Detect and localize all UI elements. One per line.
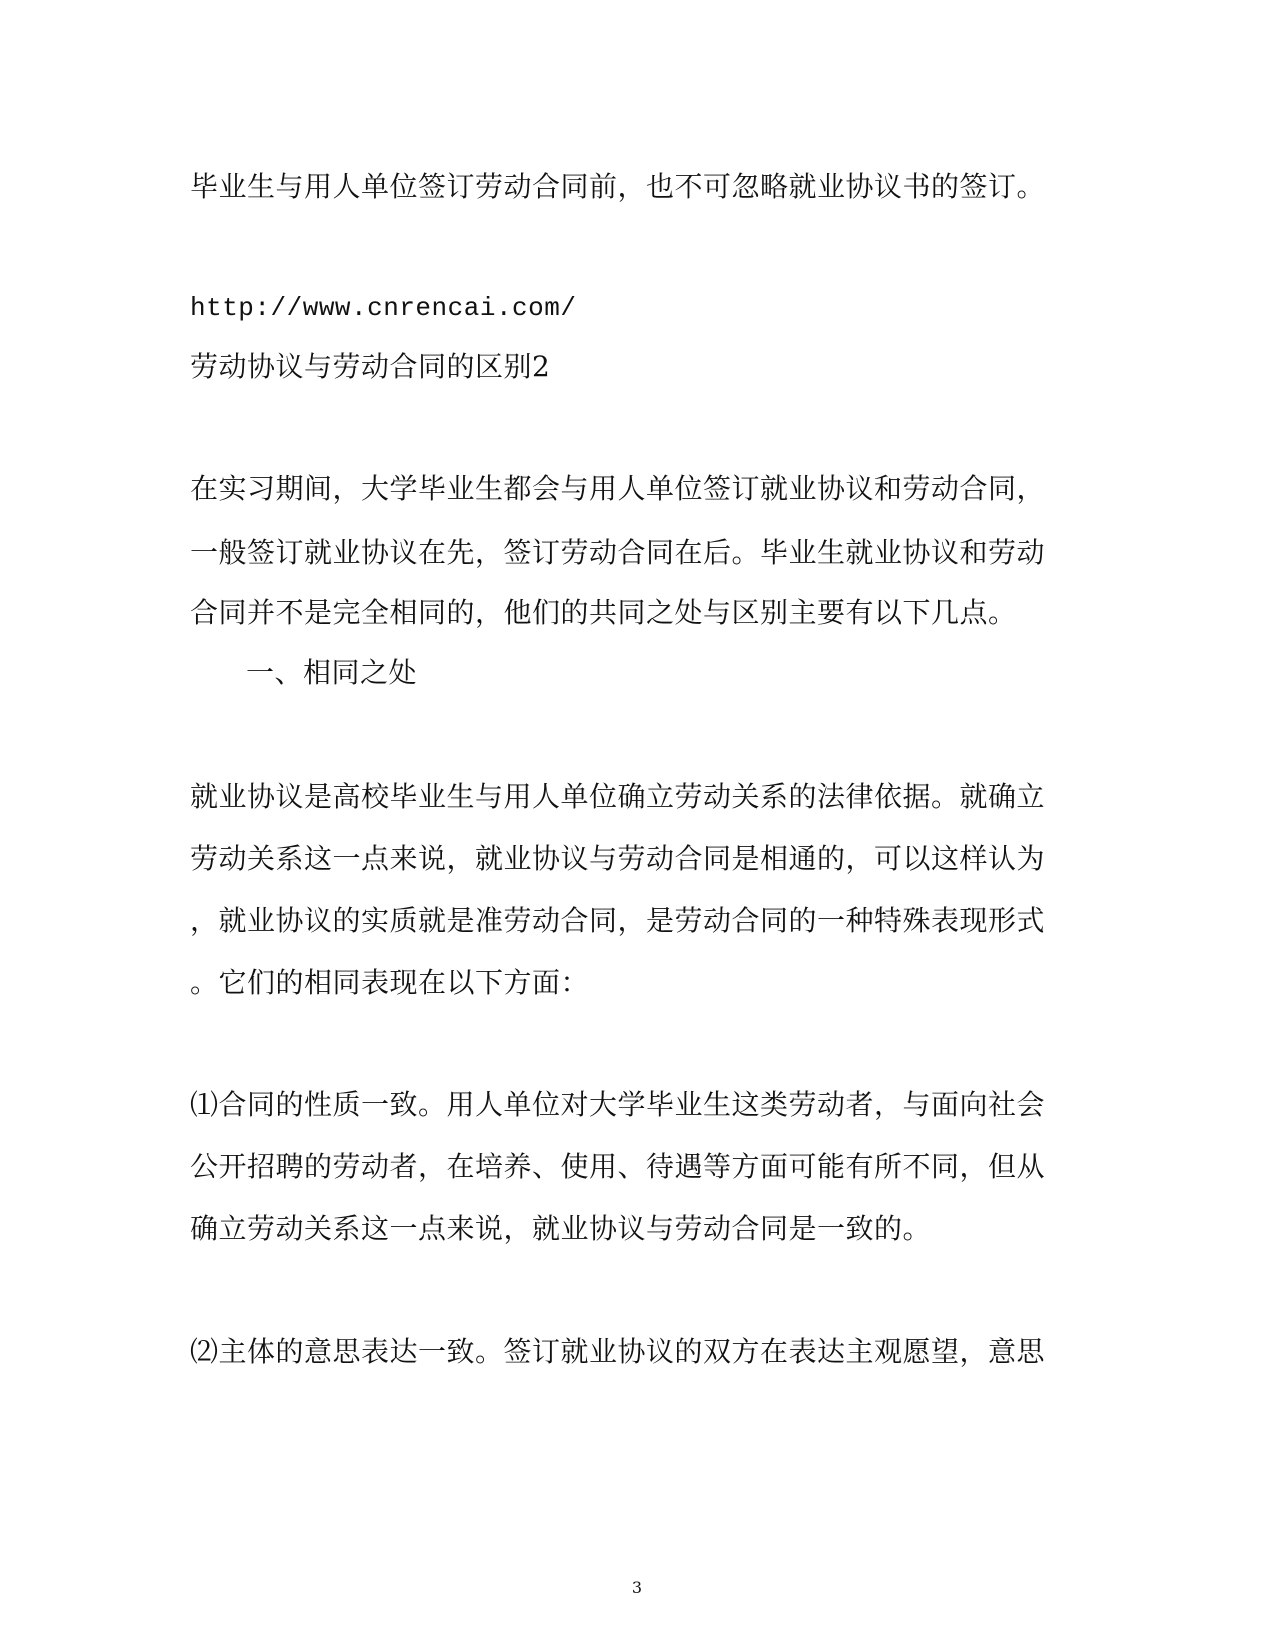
section-heading: 劳动协议与劳动合同的区别2 xyxy=(190,350,551,383)
text-line: 确立劳动关系这一点来说，就业协议与劳动合同是一致的。 xyxy=(190,1212,932,1245)
text-line: 合同并不是完全相同的，他们的共同之处与区别主要有以下几点。 xyxy=(190,596,1017,629)
text-line: 毕业生与用人单位签订劳动合同前，也不可忽略就业协议书的签订。 xyxy=(190,170,1046,203)
text-line: ⑴合同的性质一致。用人单位对大学毕业生这类劳动者，与面向社会 xyxy=(190,1088,1046,1121)
url-line: http://www.cnrencai.com/ xyxy=(190,293,577,323)
text-line: ⑵主体的意思表达一致。签订就业协议的双方在表达主观愿望，意思 xyxy=(190,1335,1046,1368)
text-line: 劳动关系这一点来说，就业协议与劳动合同是相通的，可以这样认为 xyxy=(190,842,1046,875)
page-number: 3 xyxy=(631,1578,643,1597)
subsection-heading: 一、相同之处 xyxy=(246,656,418,689)
text-line: 公开招聘的劳动者，在培养、使用、待遇等方面可能有所不同，但从 xyxy=(190,1150,1046,1183)
text-line: 一般签订就业协议在先，签订劳动合同在后。毕业生就业协议和劳动 xyxy=(190,536,1046,569)
text-line: 就业协议是高校毕业生与用人单位确立劳动关系的法律依据。就确立 xyxy=(190,780,1046,813)
text-line: 。它们的相同表现在以下方面： xyxy=(190,966,590,999)
text-line: 在实习期间，大学毕业生都会与用人单位签订就业协议和劳动合同， xyxy=(190,472,1046,505)
text-line: ，就业协议的实质就是准劳动合同，是劳动合同的一种特殊表现形式 xyxy=(190,904,1046,937)
